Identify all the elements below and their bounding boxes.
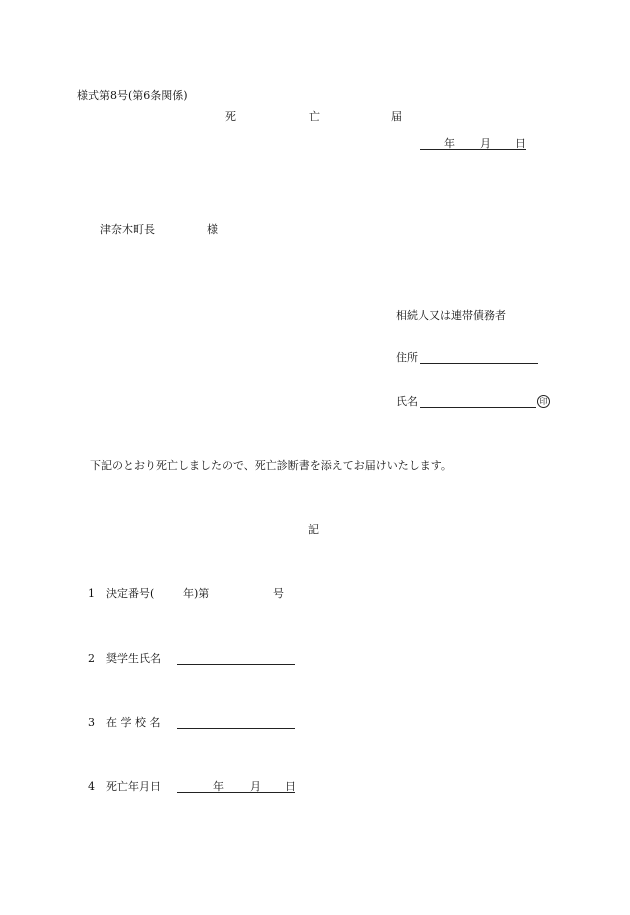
item-1-label: 決定番号( (106, 587, 155, 600)
date-day-label: 日 (515, 137, 526, 150)
item-3-number: 3 (88, 716, 95, 729)
name-label: 氏名 (396, 395, 418, 408)
item-4-year-label: 年 (213, 780, 224, 793)
address-field[interactable] (420, 363, 538, 364)
death-date-field[interactable] (177, 792, 295, 793)
item-4-label: 死亡年月日 (106, 780, 161, 793)
item-2-label: 奨学生氏名 (106, 652, 161, 665)
address-label: 住所 (396, 351, 418, 364)
applicant-heading: 相続人又は連帯債務者 (396, 309, 506, 322)
item-4-day-label: 日 (285, 780, 296, 793)
date-underline (420, 149, 526, 150)
addressee-name: 津奈木町長 (100, 223, 155, 236)
item-4-number: 4 (88, 780, 95, 793)
title-char-3: 届 (391, 110, 402, 123)
seal-mark: 印 (537, 395, 550, 408)
date-year-label: 年 (444, 137, 455, 150)
date-month-label: 月 (480, 137, 491, 150)
title-char-2: 亡 (309, 110, 320, 123)
body-text: 下記のとおり死亡しましたので、死亡診断書を添えてお届けいたします。 (90, 459, 452, 472)
applicant-name-field[interactable] (420, 407, 536, 408)
item-1-number: 1 (88, 587, 95, 600)
school-name-field[interactable] (177, 728, 295, 729)
addressee-suffix: 様 (207, 223, 218, 236)
item-3-label: 在 学 校 名 (106, 716, 161, 729)
item-1-suffix: 号 (273, 587, 284, 600)
item-1-year-label: 年)第 (183, 587, 210, 600)
item-4-month-label: 月 (250, 780, 261, 793)
student-name-field[interactable] (177, 664, 295, 665)
item-2-number: 2 (88, 652, 95, 665)
ki-heading: 記 (308, 523, 319, 536)
form-number: 様式第8号(第6条関係) (77, 89, 188, 102)
title-char-1: 死 (225, 110, 236, 123)
